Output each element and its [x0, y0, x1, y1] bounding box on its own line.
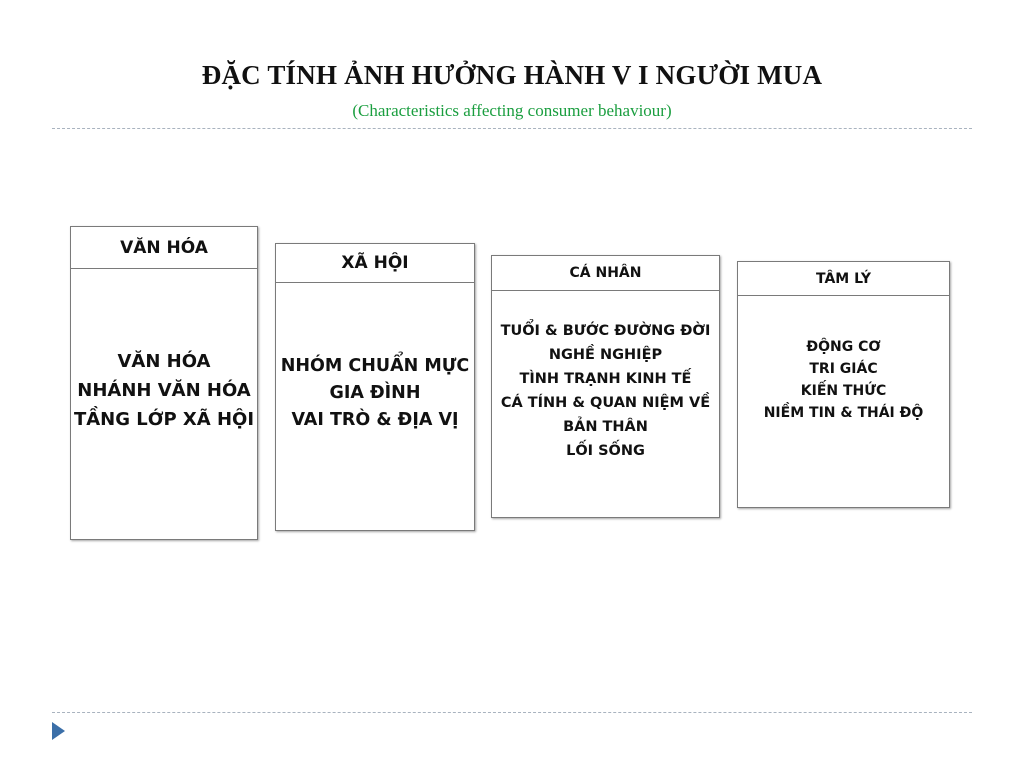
- box-social-items: [276, 283, 474, 434]
- box-culture-item: VĂN HÓA: [117, 351, 211, 372]
- box-personal-item: LỐI SỐNG: [566, 443, 645, 459]
- box-culture-item: NHÁNH VĂN HÓA: [77, 380, 251, 401]
- box-social-item: GIA ĐÌNH: [329, 383, 421, 403]
- box-personal-item: NGHỀ NGHIỆP: [548, 347, 663, 363]
- box-culture-heading: VĂN HÓA: [71, 227, 257, 269]
- box-social-heading: XÃ HỘI: [276, 244, 474, 283]
- box-personal-item: CÁ TÍNH & QUAN NIỆM VỀ: [500, 395, 711, 411]
- box-psychological-heading: TÂM LÝ: [738, 262, 949, 296]
- box-psychological: [737, 261, 950, 508]
- box-psychological-item: TRI GIÁC: [809, 361, 878, 377]
- box-psychological-item: ĐỘNG CƠ: [806, 339, 881, 355]
- box-social: [275, 243, 475, 531]
- slide-subtitle: (Characteristics affecting consumer behaviour): [352, 101, 672, 120]
- top-divider: [52, 128, 972, 129]
- box-culture-item: TẦNG LỚP XÃ HỘI: [73, 409, 255, 430]
- box-culture-items: [71, 269, 257, 434]
- box-psychological-item: KIẾN THỨC: [800, 383, 887, 399]
- box-psychological-item: NIỀM TIN & THÁI ĐỘ: [763, 405, 924, 421]
- box-personal-heading: CÁ NHÂN: [492, 256, 719, 291]
- next-slide-triangle-icon[interactable]: [52, 722, 65, 740]
- box-culture: [70, 226, 258, 540]
- box-personal-item: TUỔI & BƯỚC ĐƯỜNG ĐỜI: [500, 323, 711, 339]
- bottom-divider: [52, 712, 972, 713]
- box-personal: [491, 255, 720, 518]
- slide-title: ĐẶC TÍNH ẢNH HƯỞNG HÀNH V I NGƯỜI MUA: [201, 60, 823, 90]
- box-social-item: NHÓM CHUẨN MỰC: [280, 356, 470, 376]
- box-psychological-items: [738, 296, 949, 424]
- box-personal-item: BẢN THÂN: [563, 419, 648, 435]
- box-personal-item: TÌNH TRẠNH KINH TẾ: [519, 371, 692, 387]
- box-social-item: VAI TRÒ & ĐỊA VỊ: [291, 410, 459, 430]
- box-personal-items: [492, 291, 719, 463]
